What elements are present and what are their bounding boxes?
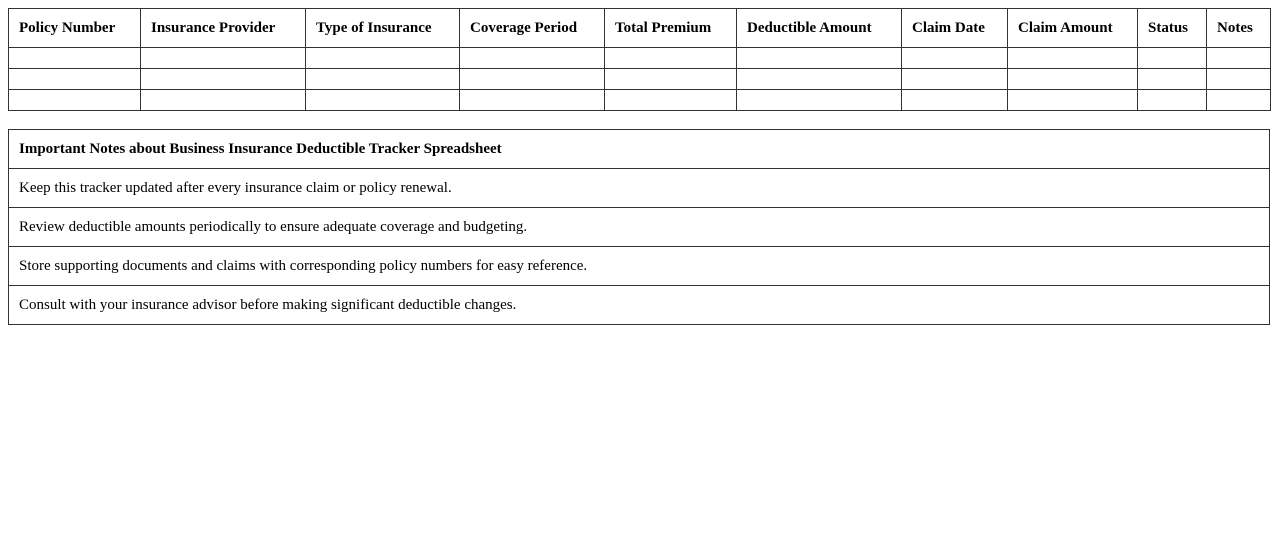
cell-policy-number[interactable] [9, 48, 141, 69]
cell-total-premium[interactable] [605, 48, 737, 69]
column-header-policy-number: Policy Number [9, 9, 141, 48]
note-item: Store supporting documents and claims with corresponding policy numbers for easy reference. [9, 247, 1270, 286]
cell-deductible-amount[interactable] [737, 69, 902, 90]
cell-notes[interactable] [1207, 48, 1271, 69]
table-row [9, 69, 1271, 90]
column-header-coverage-period: Coverage Period [460, 9, 605, 48]
cell-claim-date[interactable] [902, 69, 1008, 90]
table-row [9, 48, 1271, 69]
deductible-tracker-table [8, 8, 1271, 111]
notes-title: Important Notes about Business Insurance Deductible Tracker Spreadsheet [9, 130, 1270, 169]
note-item: Review deductible amounts periodically to ensure adequate coverage and budgeting. [9, 208, 1270, 247]
cell-coverage-period[interactable] [460, 69, 605, 90]
note-row [9, 208, 1270, 247]
column-header-total-premium: Total Premium [605, 9, 737, 48]
cell-deductible-amount[interactable] [737, 48, 902, 69]
cell-status[interactable] [1138, 90, 1207, 111]
cell-type-of-insurance[interactable] [306, 69, 460, 90]
cell-claim-amount[interactable] [1008, 69, 1138, 90]
cell-total-premium[interactable] [605, 69, 737, 90]
table-row [9, 90, 1271, 111]
important-notes-table [8, 129, 1270, 325]
table-header-row [9, 9, 1271, 48]
note-row [9, 286, 1270, 325]
cell-type-of-insurance[interactable] [306, 48, 460, 69]
cell-policy-number[interactable] [9, 69, 141, 90]
column-header-status: Status [1138, 9, 1207, 48]
cell-status[interactable] [1138, 48, 1207, 69]
note-item: Keep this tracker updated after every insurance claim or policy renewal. [9, 169, 1270, 208]
cell-deductible-amount[interactable] [737, 90, 902, 111]
cell-notes[interactable] [1207, 90, 1271, 111]
cell-insurance-provider[interactable] [141, 90, 306, 111]
note-row [9, 247, 1270, 286]
cell-coverage-period[interactable] [460, 48, 605, 69]
column-header-claim-date: Claim Date [902, 9, 1008, 48]
column-header-deductible-amount: Deductible Amount [737, 9, 902, 48]
cell-coverage-period[interactable] [460, 90, 605, 111]
column-header-insurance-provider: Insurance Provider [141, 9, 306, 48]
cell-insurance-provider[interactable] [141, 69, 306, 90]
column-header-type-of-insurance: Type of Insurance [306, 9, 460, 48]
cell-policy-number[interactable] [9, 90, 141, 111]
cell-notes[interactable] [1207, 69, 1271, 90]
cell-status[interactable] [1138, 69, 1207, 90]
column-header-claim-amount: Claim Amount [1008, 9, 1138, 48]
cell-total-premium[interactable] [605, 90, 737, 111]
notes-title-row [9, 130, 1270, 169]
cell-type-of-insurance[interactable] [306, 90, 460, 111]
cell-claim-date[interactable] [902, 90, 1008, 111]
cell-claim-date[interactable] [902, 48, 1008, 69]
column-header-notes: Notes [1207, 9, 1271, 48]
cell-claim-amount[interactable] [1008, 48, 1138, 69]
note-item: Consult with your insurance advisor before making significant deductible changes. [9, 286, 1270, 325]
note-row [9, 169, 1270, 208]
cell-claim-amount[interactable] [1008, 90, 1138, 111]
cell-insurance-provider[interactable] [141, 48, 306, 69]
